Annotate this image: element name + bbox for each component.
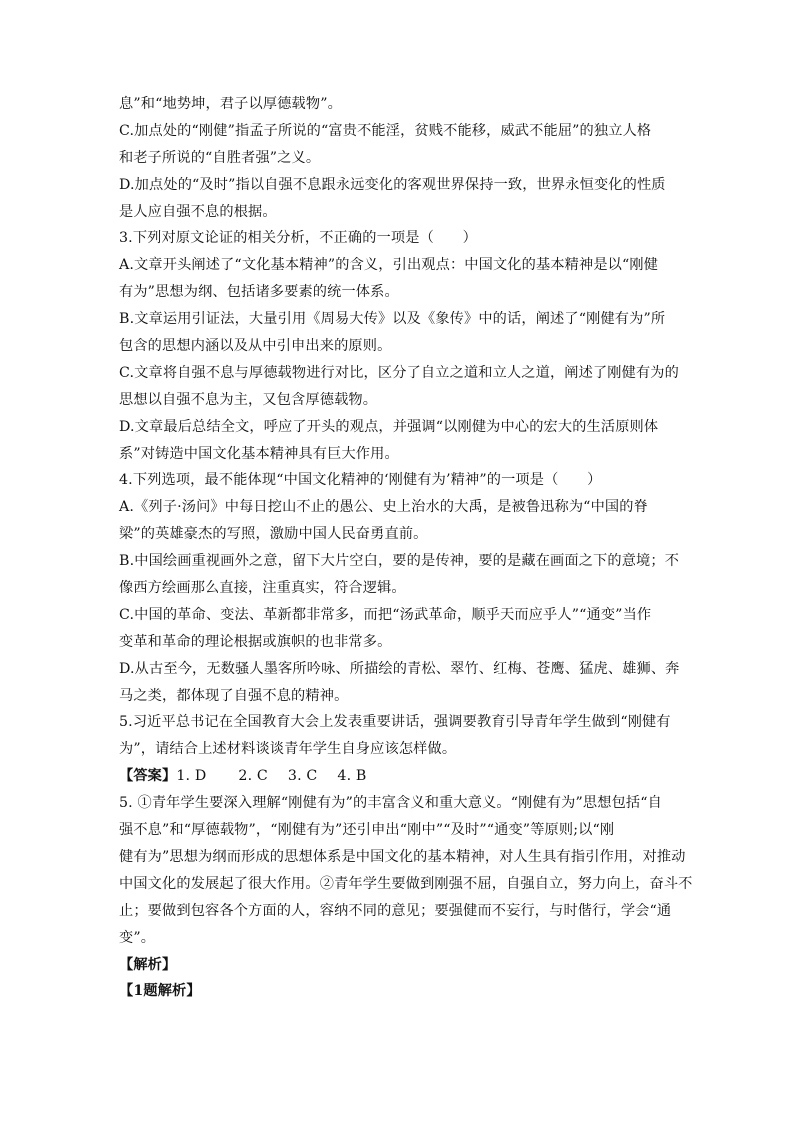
text-line: 梁”的英雄豪杰的写照，激励中国人民奋勇直前。 bbox=[119, 526, 428, 543]
option-c: C.中国的革命、变法、革新都非常多，而把“汤武革命，顺乎天而应乎人”“通变”当作 bbox=[119, 606, 652, 623]
option-b: B.中国绘画重视画外之意，留下大片空白，要的是传神，要的是藏在画面之下的意境；不 bbox=[119, 553, 680, 570]
answer-5-text: 止；要做到包容各个方面的人，容纳不同的意见；要强健而不妄行，与时偕行，学会“通 bbox=[119, 902, 672, 919]
analysis-heading: 【解析】 bbox=[119, 956, 177, 973]
answer-5-text: 中国文化的发展起了很大作用。②青年学生要做到刚强不屈，自强自立，努力向上，奋斗不 bbox=[119, 875, 693, 892]
option-c: C.加点处的“刚健”指孟子所说的“富贵不能淫，贫贱不能移，威武不能屈”的独立人格 bbox=[119, 122, 652, 139]
text-line: 为”，请结合上述材料谈谈青年学生自身应该怎样做。 bbox=[119, 741, 457, 758]
text-line: 马之类，都体现了自强不息的精神。 bbox=[119, 687, 349, 704]
text-line: 系”对铸造中国文化基本精神具有巨大作用。 bbox=[119, 445, 399, 462]
text-line: 变革和革命的理论根据或旗帜的也非常多。 bbox=[119, 633, 392, 650]
answer-item: 1. D bbox=[176, 768, 207, 785]
option-a: A.《列子·汤问》中每日挖山不止的愚公、史上治水的大禹，是被鲁迅称为“中国的脊 bbox=[119, 499, 648, 516]
answer-5-text: 变”。 bbox=[119, 929, 156, 946]
text-line: 像西方绘画那么直接，注重真实，符合逻辑。 bbox=[119, 580, 406, 597]
question-5: 5.习近平总书记在全国教育大会上发表重要讲话，强调要教育引导青年学生做到“刚健有 bbox=[119, 714, 671, 731]
option-d: D.加点处的“及时”指以自强不息跟永远变化的客观世界保持一致，世界永恒变化的性质 bbox=[119, 176, 666, 193]
q1-analysis-heading: 【1题解析】 bbox=[119, 983, 201, 1000]
question-3: 3.下列对原文论证的相关分析，不正确的一项是（ ） bbox=[119, 230, 477, 247]
text-line: 思想以自强不息为主，又包含厚德载物。 bbox=[119, 391, 378, 408]
question-4: 4.下列选项，最不能体现“中国文化精神的‘刚健有为’精神”的一项是（ ） bbox=[119, 472, 602, 489]
answer-item: 4. B bbox=[337, 768, 367, 785]
text-line: 是人应自强不息的根据。 bbox=[119, 203, 277, 220]
option-d: D.从古至今，无数骚人墨客所吟咏、所描绘的青松、翠竹、红梅、苍鹰、猛虎、雄狮、奔 bbox=[119, 660, 680, 677]
answer-key bbox=[119, 763, 679, 790]
option-c: C.文章将自强不息与厚德载物进行对比，区分了自立之道和立人之道，阐述了刚健有为的 bbox=[119, 364, 679, 381]
answer-5-text: 强不息”和“厚德载物”，“刚健有为”还引申出“刚中”“及时”“通变”等原则;以“刚 bbox=[119, 822, 615, 839]
text-line: 息”和“地势坤，君子以厚德载物”。 bbox=[119, 96, 342, 112]
answer-5-text: 5. ①青年学生要深入理解“刚健有为”的丰富含义和重大意义。“刚健有为”思想包括“自 bbox=[119, 795, 662, 812]
answer-item: 3. C bbox=[287, 768, 318, 785]
option-a: A.文章开头阐述了“文化基本精神”的含义，引出观点：中国文化的基本精神是以“刚健 bbox=[119, 257, 659, 274]
answer-item: 2. C bbox=[238, 768, 268, 785]
answer-5-text: 健有为”思想为纲而形成的思想体系是中国文化的基本精神，对人生具有指引作用，对推动 bbox=[119, 848, 686, 865]
document-page bbox=[119, 91, 693, 1005]
text-line: 包含的思想内涵以及从中引申出来的原则。 bbox=[119, 338, 392, 355]
text-line: 有为”思想为纲、包括诸多要素的统一体系。 bbox=[119, 284, 399, 301]
option-b: B.文章运用引证法，大量引用《周易大传》以及《象传》中的话，阐述了“刚健有为”所 bbox=[119, 311, 666, 328]
answer-label: 【答案】 bbox=[119, 768, 177, 785]
option-d: D.文章最后总结全文，呼应了开头的观点，并强调“以刚健为中心的宏大的生活原则体 bbox=[119, 418, 659, 435]
text-line: 和老子所说的“自胜者强”之义。 bbox=[119, 149, 321, 166]
